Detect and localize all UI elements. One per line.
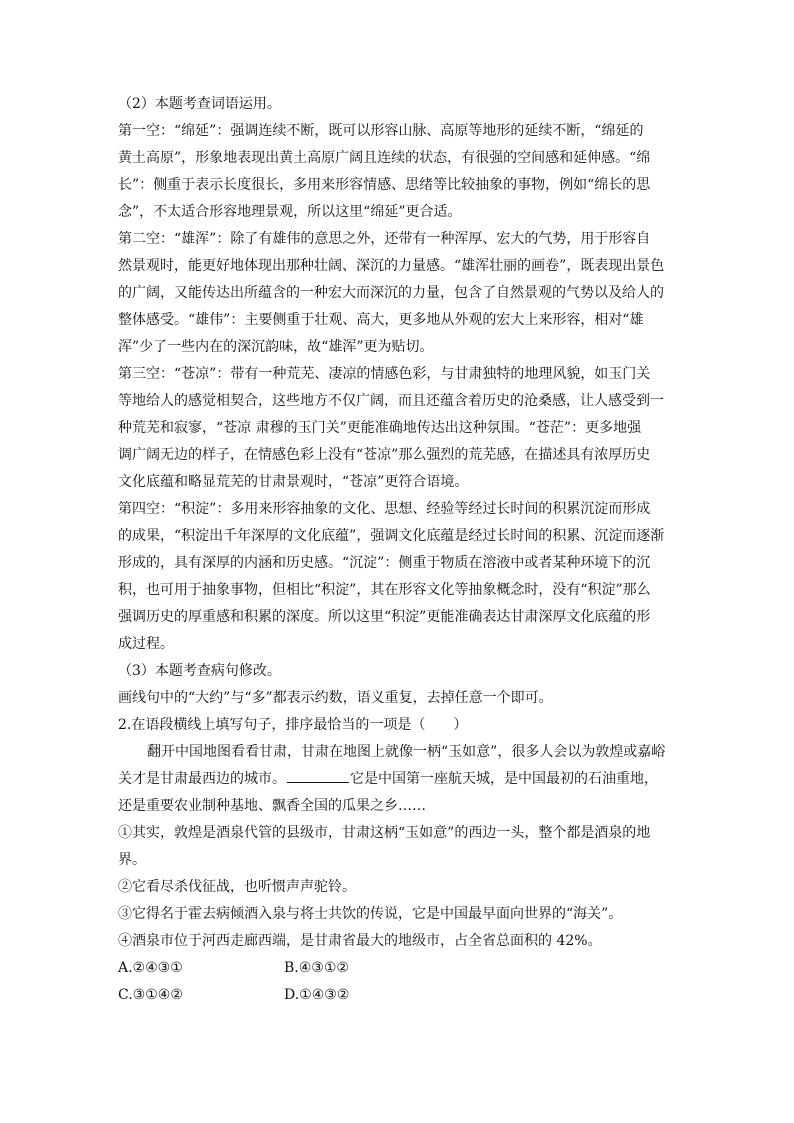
blank1-explanation: [118, 118, 678, 226]
text-line: 成过程。: [118, 636, 174, 652]
text-line: 浑”少了一些内在的深沉韵味，故“雄浑”更为贴切。: [118, 339, 434, 355]
text-line: 整体感受。“雄伟”：主要侧重于壮观、高大，更多地从外观的宏大上来形容，相对“雄: [118, 312, 644, 328]
text-line: 积，也可用于抽象事物，但相比“积淀”，其在形容文化等抽象概念时，没有“积淀”那么: [118, 582, 651, 598]
part3-text: 画线句中的“大约”与“多”都表示约数，语义重复，去掉任意一个即可。: [118, 690, 553, 706]
text-line: 形成的，具有深厚的内涵和历史感。“沉淀”：侧重于物质在溶液中或者某种环境下的沉: [118, 555, 651, 571]
option-b[interactable]: B.④③①②: [284, 960, 349, 976]
passage-line-with-blank: [118, 766, 678, 793]
text-line: 第三空：“苍凉”：带有一种荒芜、凄凉的情感色彩，与甘肃独特的地理风貌，如玉门关: [118, 366, 651, 382]
text-line: 第二空：“雄浑”：除了有雄伟的意思之外，还带有一种浑厚、宏大的气势，用于形容自: [118, 231, 651, 247]
sentence-item: ④酒泉市位于河西走廊西端，是甘肃省最大的地级市，占全省总面积的 42%。: [118, 933, 602, 949]
text-line: 念”，不太适合形容地理景观，所以这里“绵延”更合适。: [118, 204, 462, 220]
passage-text: 它是中国第一座航天城，是中国最初的石油重地，: [350, 771, 658, 787]
text-line: 黄土高原”，形象地表现出黄土高原广阔且连续的状态，有很强的空间感和延伸感。“绵: [118, 150, 651, 166]
part2-heading: （2）本题考查词语运用。: [118, 96, 281, 112]
passage-text: 关才是甘肃最西边的城市。: [118, 771, 286, 787]
option-c[interactable]: C.③①④②: [118, 987, 183, 1003]
blank3-explanation: [118, 361, 678, 496]
option-d[interactable]: D.①④③②: [284, 987, 350, 1003]
answer-options: [118, 955, 678, 1009]
passage-line: 还是重要农业制种基地、飘香全国的瓜果之乡……: [118, 798, 426, 814]
text-line: 种荒芜和寂寥，“苍凉 肃穆的玉门关”更能准确地传达出这种氛围。“苍茫”：更多地强: [118, 420, 642, 436]
text-line: 调广阔无边的样子，在情感色彩上没有“苍凉”那么强烈的荒芜感，在描述具有浓厚历史: [118, 447, 651, 463]
options-row: [118, 955, 678, 982]
text-line: 然景观时，能更好地体现出那种壮阔、深沉的力量感。“雄浑壮丽的画卷”，既表现出景色: [118, 258, 665, 274]
sentence-item: ②它看尽杀伐征战，也听惯声声驼铃。: [118, 879, 356, 895]
part3-heading: （3）本题考查病句修改。: [118, 663, 281, 679]
text-line: 文化底蕴和略显荒芜的甘肃景观时，“苍凉”更符合语境。: [118, 474, 469, 490]
text-line: 等地给人的感觉相契合，这些地方不仅广阔，而且还蕴含着历史的沧桑感，让人感受到一: [118, 393, 664, 409]
text-line: 第一空：“绵延”：强调连续不断，既可以形容山脉、高原等地形的延续不断，“绵延的: [118, 123, 644, 139]
options-row: [118, 982, 678, 1009]
text-line: 的广阔，又能传达出所蕴含的一种宏大而深沉的力量，包含了自然景观的气势以及给人的: [118, 285, 664, 301]
question-items: [118, 820, 678, 955]
blank4-explanation: [118, 496, 678, 658]
text-line: 第四空：“积淀”：多用来形容抽象的文化、思想、经验等经过长时间的积累沉淀而形成: [118, 501, 651, 517]
document-content: [118, 91, 678, 1009]
blank2-explanation: [118, 226, 678, 361]
text-line: 的成果，“积淀出千年深厚的文化底蕴”，强调文化底蕴是经过长时间的积累、沉淀而逐渐: [118, 528, 665, 544]
text-line: 强调历史的厚重感和积累的深度。所以这里“积淀”更能准确表达甘肃深厚文化底蕴的形: [118, 609, 651, 625]
option-a[interactable]: A.②④③①: [118, 960, 183, 976]
passage-line: 翻开中国地图看看甘肃，甘肃在地图上就像一柄“玉如意”，很多人会以为敦煌或嘉峪: [147, 744, 666, 760]
fill-in-blank: [287, 766, 349, 783]
sentence-item: ①其实，敦煌是酒泉代管的县级市，甘肃这柄“玉如意”的西边一头，整个都是酒泉的地: [118, 825, 651, 841]
question-stem: 2.在语段横线上填写句子，排序最恰当的一项是（ ）: [118, 717, 468, 733]
sentence-item: ③它得名于霍去病倾酒入泉与将士共饮的传说，它是中国最早面向世界的“海关”。: [118, 906, 623, 922]
text-line: 长”：侧重于表示长度很长，多用来形容情感、思绪等比较抽象的事物，例如“绵长的思: [118, 177, 651, 193]
question-passage: [118, 739, 678, 820]
sentence-item-continued: 界。: [118, 852, 146, 868]
